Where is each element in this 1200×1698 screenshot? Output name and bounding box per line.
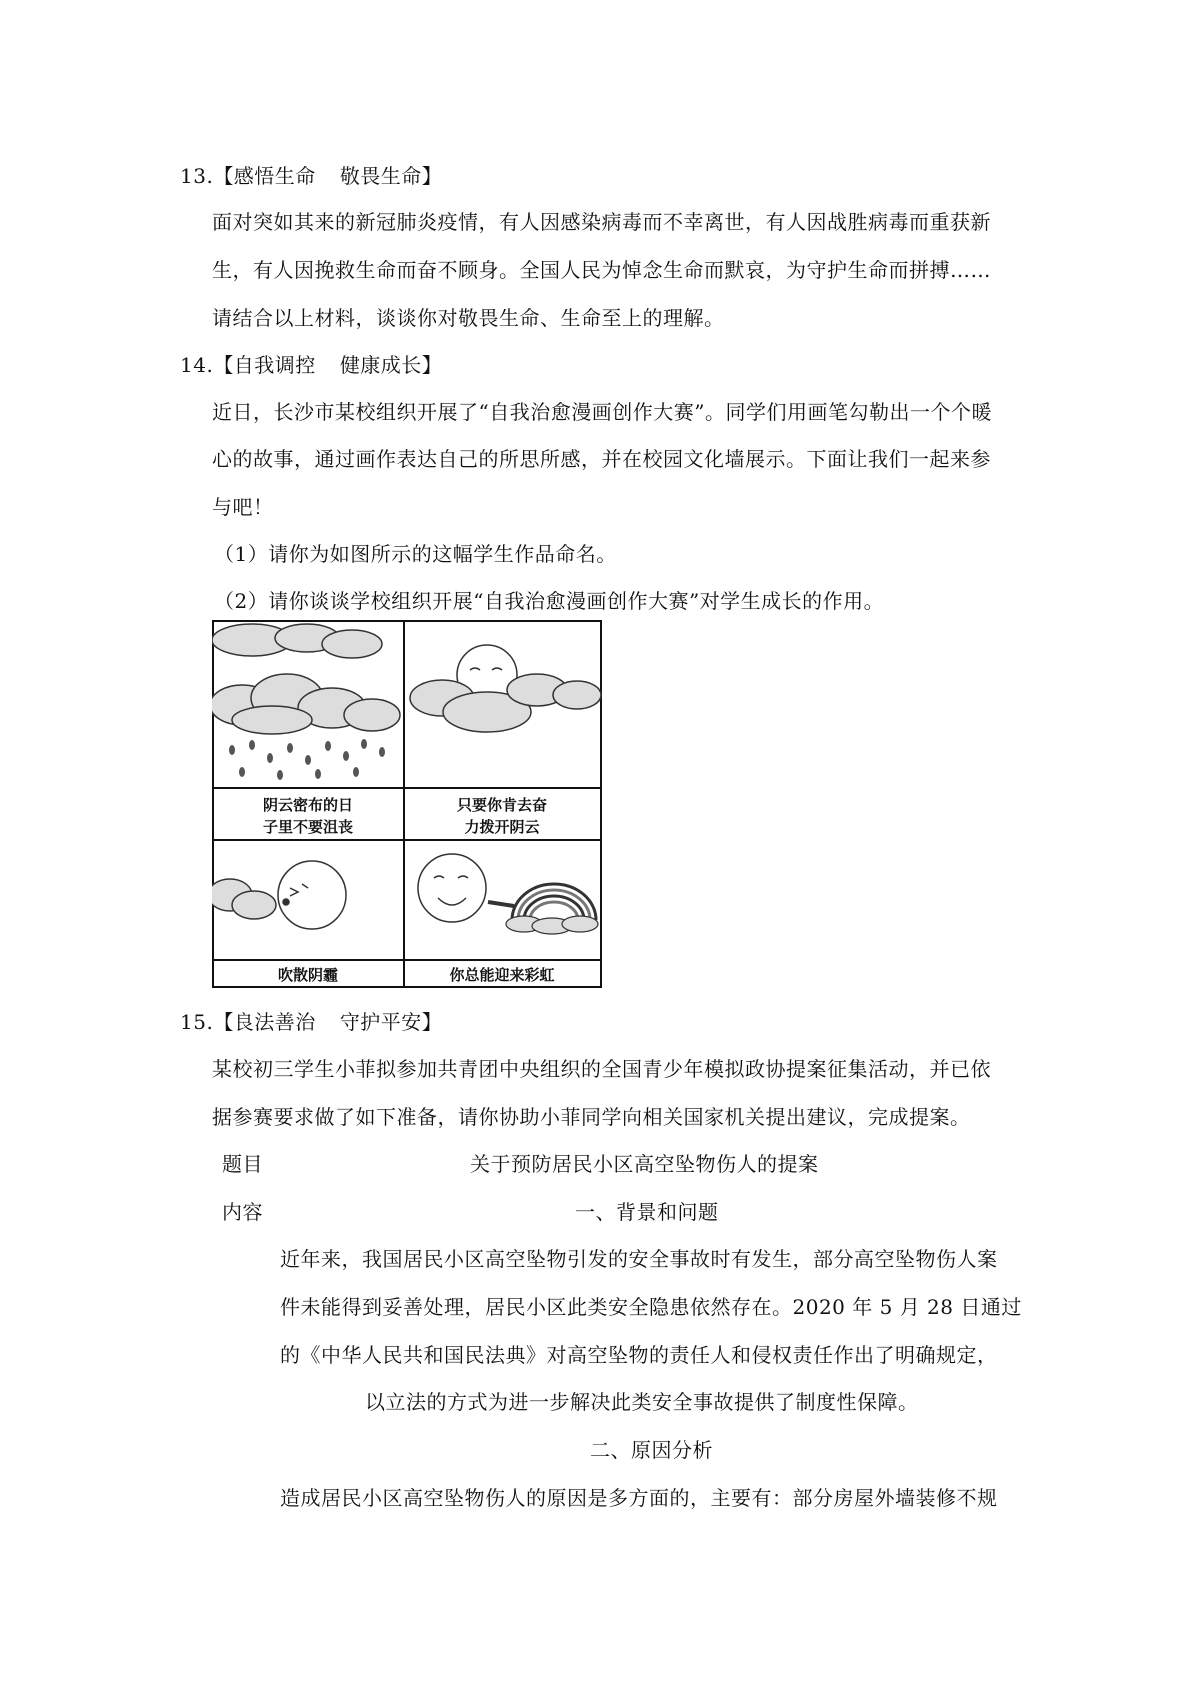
- comic-caption-4: 你总能迎来彩虹: [449, 966, 555, 984]
- q15-title-a: 【良法善治: [213, 1010, 316, 1034]
- blowing-sun-face-icon: [278, 861, 346, 929]
- cloud-icon: [506, 916, 598, 934]
- q15-topic-value: 关于预防居民小区高空坠物伤人的提案: [470, 1152, 819, 1176]
- q14-sub-question-2: （2）请你谈谈学校组织开展“自我治愈漫画创作大赛”对学生成长的作用。: [214, 589, 885, 613]
- comic-caption-2-line-1: 只要你肯去奋: [456, 796, 548, 814]
- q14-line-2: 心的故事，通过画作表达自己的所思所感，并在校园文化墙展示。下面让我们一起来参: [212, 447, 991, 471]
- q13-heading: [180, 160, 442, 189]
- q15-section-1-line-4: 以立法的方式为进一步解决此类安全事故提供了制度性保障。: [365, 1390, 919, 1414]
- q13-line-2: 生，有人因挽救生命而奋不顾身。全国人民为悼念生命而默哀，为守护生命而拼搏……: [212, 258, 991, 282]
- q14-sub-question-1: （1）请你为如图所示的这幅学生作品命名。: [214, 542, 617, 566]
- q15-topic-label: 题目: [222, 1152, 263, 1176]
- q15-content-label: 内容: [222, 1200, 263, 1224]
- q15-section-2-title: 二、原因分析: [590, 1438, 713, 1462]
- q13-title-b: 敬畏生命】: [339, 164, 443, 188]
- q13-line-1: 面对突如其来的新冠肺炎疫情，有人因感染病毒而不幸离世，有人因战胜病毒而重获新: [212, 210, 991, 234]
- q15-line-1: 某校初三学生小菲拟参加共青团中央组织的全国青少年模拟政协提案征集活动，并已依: [212, 1057, 991, 1081]
- q15-section-2-line-1: 造成居民小区高空坠物伤人的原因是多方面的，主要有：部分房屋外墙装修不规: [280, 1486, 998, 1510]
- q15-line-2: 据参赛要求做了如下准备，请你协助小菲同学向相关国家机关提出建议，完成提案。: [212, 1105, 971, 1129]
- q15-section-1-title: 一、背景和问题: [575, 1200, 719, 1224]
- q13-line-3: 请结合以上材料，谈谈你对敬畏生命、生命至上的理解。: [212, 306, 725, 330]
- comic-caption-2-line-2: 力拨开阴云: [464, 818, 540, 836]
- q14-title-a: 【自我调控: [213, 353, 316, 377]
- comic-caption-1-line-1: 阴云密布的日: [262, 796, 354, 814]
- smiling-sun-face-icon: [418, 854, 486, 922]
- q14-number: 14.: [180, 353, 214, 377]
- comic-caption-1-line-2: 子里不要沮丧: [262, 818, 354, 836]
- q14-heading: [180, 349, 442, 378]
- q15-section-1-line-2: 件未能得到妥善处理，居民小区此类安全隐患依然存在。2020 年 5 月 28 日通过: [280, 1295, 1022, 1319]
- q15-number: 15.: [180, 1010, 214, 1034]
- comic-strip: [212, 620, 602, 988]
- q14-line-1: 近日，长沙市某校组织开展了“自我治愈漫画创作大赛”。同学们用画笔勾勒出一个个暖: [212, 400, 992, 424]
- comic-illustration: [212, 620, 602, 988]
- q15-title-b: 守护平安】: [339, 1010, 443, 1034]
- q13-number: 13.: [180, 164, 214, 188]
- q15-section-1-line-1: 近年来，我国居民小区高空坠物引发的安全事故时有发生，部分高空坠物伤人案: [280, 1247, 998, 1271]
- q15-heading: [180, 1006, 442, 1035]
- q15-section-1-line-3: 的《中华人民共和国民法典》对高空坠物的责任人和侵权责任作出了明确规定，: [280, 1343, 998, 1367]
- q13-title-a: 【感悟生命: [213, 164, 316, 188]
- q14-line-3: 与吧！: [212, 495, 274, 519]
- comic-caption-3: 吹散阴霾: [277, 966, 339, 984]
- q14-title-b: 健康成长】: [339, 353, 443, 377]
